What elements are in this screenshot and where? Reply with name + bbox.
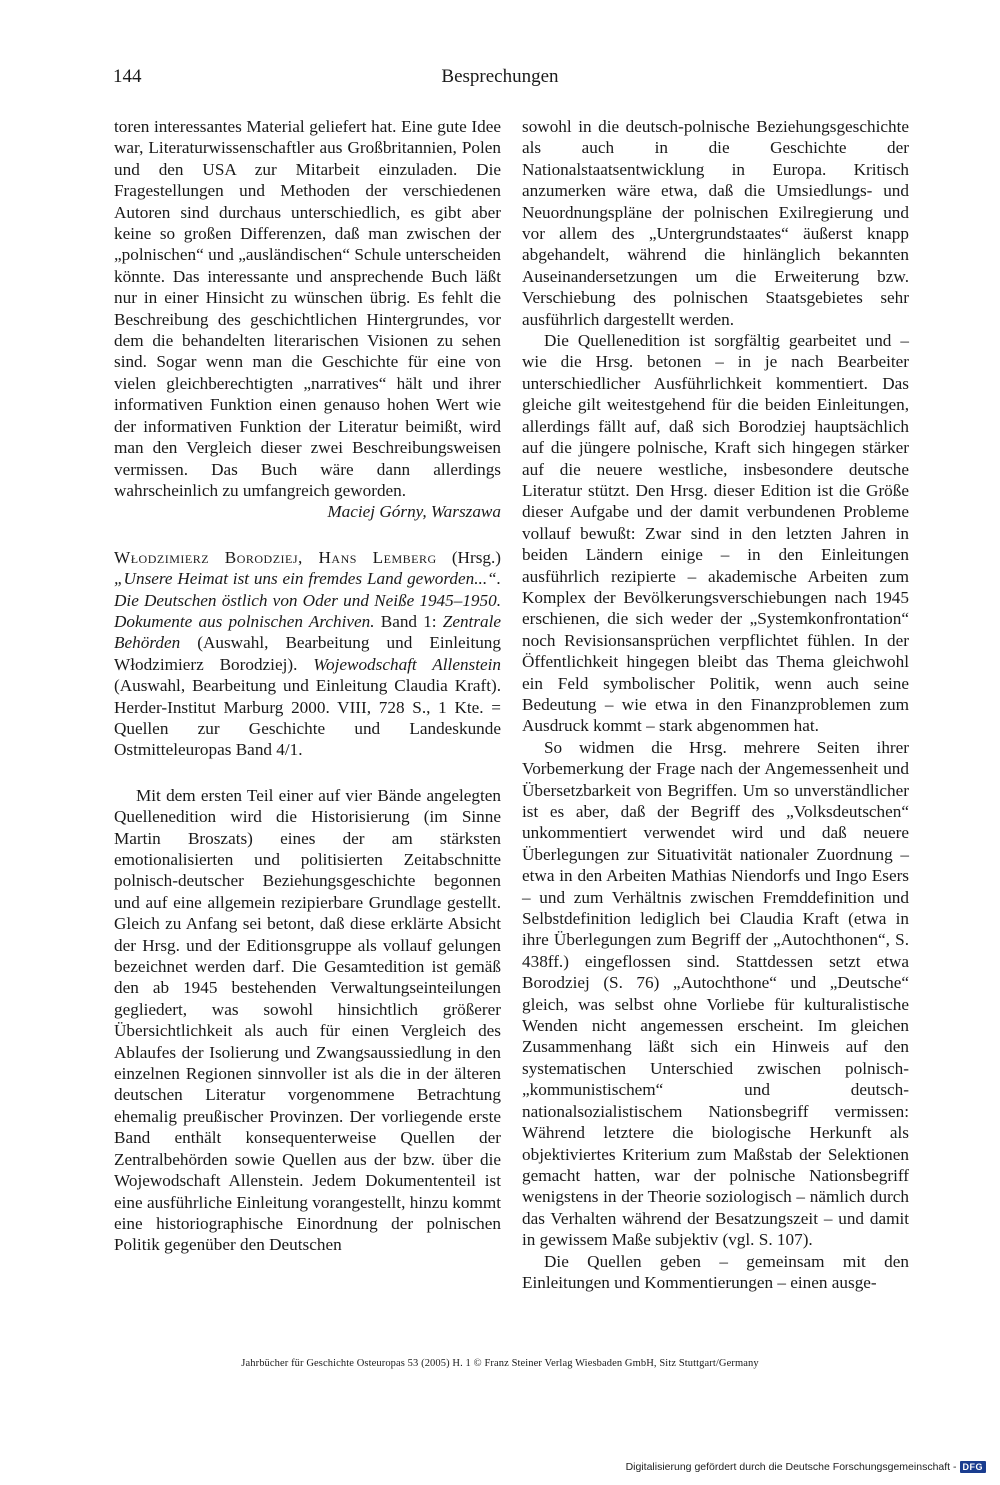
- citation-hrsg: (Hrsg.): [451, 547, 501, 567]
- review-citation: [114, 547, 501, 761]
- right-column: [522, 116, 909, 1293]
- paragraph: Mit dem ersten Teil einer auf vier Bände angelegten Quellenedition wird die Historisierung (im Sinne Martin Broszats) eines der am stärksten emotionalisierten und politisierten Zeitabschnitte polnisch-deutscher Beziehungsgeschichte begonnen und auf eine allgemein rezipierbare Grundlage gestellt. Gleich zu Anfang sei betont, daß diese erklärte Absicht der Hrsg. und der Editionsgruppe als vollauf gelungen bezeichnet werden darf. Die Gesamtedition ist gemäß den ab 1945 bestehenden Verwaltungseinteilungen gegliedert, was sowohl hinsichtlich größerer Übersichtlichkeit als auch für einen Vergleich des Ablaufes der Isolierung und Zwangsaussiedlung in den einzelnen Regionen sinnvoller ist als die in der älteren deutschen Literatur vorgenommene Betrachtung ehemalig preußischer Provinzen. Der vorliegende erste Band enthält konsequenterweise Quellen der Zentralbehörden sowie Quellen aus der bzw. über die Wojewodschaft Allenstein. Jedem Dokumententeil ist eine ausführliche Einleitung vorangestellt, hinzu kommt eine historiographische Einordnung der polnischen Politik gegenüber den Deutschen: [114, 785, 501, 1255]
- paragraph: sowohl in die deutsch-polnische Beziehungsgeschichte als auch in die Geschichte der Nationalstaatsentwicklung in Europa. Kritisch anzumerken wäre etwa, daß die Umsiedlungs- und Neuordnungspläne der polnischen Exilregierung und vor allem des „Untergrundstaates“ äußerst knapp abgehandelt, während die hinlänglich bekannten Auseinandersetzungen um die Erweiterung bzw. Verschiebung des polnischen Staatsgebietes sehr ausführlich dargestellt werden.: [522, 117, 909, 329]
- running-head: Besprechungen: [441, 66, 559, 87]
- citation-part1: (Auswahl, Bearbeitung und Einleitung Włodzimierz Borodziej).: [114, 633, 501, 674]
- page-number: 144: [113, 66, 142, 87]
- citation-band: Band 1:: [380, 611, 437, 631]
- left-column: [114, 116, 501, 1256]
- paragraph: toren interessantes Material geliefert hat. Eine gute Idee war, Literaturwissenschaftler aus Großbritannien, Polen und den USA zur Mitarbeit einzuladen. Die Fragestellungen und Methoden der verschiedenen Autoren sind durchaus unterschiedlich, es gibt aber keine so großen Differenzen, daß man zwischen der „polnischen“ und „ausländischen“ Schule unterscheiden könnte. Das interessante und ansprechende Buch läßt nur in einer Hinsicht zu wünschen übrig. Es fehlt die Beschreibung des geschichtlichen Hintergrundes, vor dem die behandelten literarischen Visionen zu sehen sind. Sogar wenn man die Geschichte für eine von vielen gleichberechtigten „narratives“ hält und ihrer informativen Funktion einen genauso hohen Wert wie der informativen Funktion der Literatur beimißt, wird man den Vergleich dieser zwei Beschreibungsweisen vermissen. Das Buch wäre dann allerdings wahrscheinlich zu umfangreich geworden.: [114, 117, 501, 500]
- citation-authors: Włodzimierz Borodziej, Hans Lemberg: [114, 547, 437, 567]
- citation-title: „Unsere Heimat ist uns ein fremdes Land geworden...“. Die Deutschen östlich von Oder und Neiße 1945–1950. Dokumente aus polnischen Archiven.: [114, 569, 501, 631]
- journal-footer: Jahrbücher für Geschichte Osteuropas 53 (2005) H. 1 © Franz Steiner Verlag Wiesbaden GmbH, Sitz Stuttgart/Germany: [241, 1358, 759, 1369]
- paragraph: Die Quellenedition ist sorgfältig gearbeitet und – wie die Hrsg. betonen – in je nach Bearbeiter unterschiedlicher Ausführlichkeit kommentiert. Das gleiche gilt weitestgehend für die beiden Einleitungen, allerdings fällt auf, daß sich Borodziej hauptsächlich auf die jüngere polnische, Kraft sich hingegen stärker auf die neuere westliche, insbesondere deutsche Literatur stützt. Den Hrsg. dieser Edition ist die Größe dieser Aufgabe und der damit verbundenen Probleme vollauf bewußt: Zwar sind in den letzten Jahren in beiden Ländern einige – in den Einleitungen ausführlich rezipierte – akademische Arbeiten zum Komplex der Bevölkerungsverschiebungen nach 1945 erschienen, die sich weder der „Systemkonfrontation“ noch Revisionsansprüchen verpflichtet fühlen. In der Öffentlichkeit hingegen bleibt das Thema gleichwohl ein Feld symbolischer Politik, wenn auch seine Bedeutung – wie etwa in den Finanzproblemen zum Ausdruck kommt – stark abgenommen hat.: [522, 331, 909, 736]
- citation-subtitle2: Wojewodschaft Allenstein: [313, 654, 502, 674]
- paragraph: So widmen die Hrsg. mehrere Seiten ihrer Vorbemerkung der Frage nach der Angemessenheit und Übersetzbarkeit von Begriffen. Um so unverständlicher ist es aber, daß der Begriff des „Volksdeutschen“ unkommentiert verwendet wird und daß neuere Überlegungen zur Situativität nationaler Zuordnung – etwa in den Arbeiten Mathias Niendorfs und Ingo Esers – und zum Verhältnis zwischen Fremddefinition und Selbstdefinition lediglich bei Claudia Kraft (etwa in ihre Überlegungen zum Begriff der „Autochthonen“, S. 438ff.) eingeflossen sind. Stattdessen setzt etwa Borodziej (S. 76) „Autochthone“ und „Deutsche“ gleich, was selbst ohne Vorliebe für kulturalistische Wenden nicht angemessen erscheint. Im gleichen Zusammenhang läßt sich ein Hinweis auf den systematischen Unterschied zwischen polnisch-„kommunistischem“ und deutsch-nationalsozialistischem Nationsbegriff vermissen: Während letztere die biologische Herkunft als objektiviertes Kriterium zum Maßstab der Selektionen gemacht hatten, war der polnische Nationsbegriff wenigstens in der Theorie soziologisch – nämlich durch das Verhalten während der Besatzungszeit – und damit in gewissem Maße subjektiv (vgl. S. 107).: [522, 737, 909, 1250]
- watermark-text: Digitalisierung gefördert durch die Deutsche Forschungsgemeinschaft -: [625, 1461, 957, 1473]
- paragraph: Die Quellen geben – gemeinsam mit den Einleitungen und Kommentierungen – einen ausge-: [522, 1251, 909, 1292]
- review-signature: Maciej Górny, Warszawa: [327, 502, 501, 522]
- digitization-watermark: [626, 1461, 986, 1473]
- dfg-logo-icon: DFG: [960, 1461, 987, 1473]
- citation-part2: (Auswahl, Bearbeitung und Einleitung Claudia Kraft). Herder-Institut Marburg 2000. VIII, 728 S., 1 Kte. = Quellen zur Geschichte und Landeskunde Ostmitteleuropas Band 4/1.: [114, 676, 501, 760]
- citation-volume-title: Zentrale Behörden: [114, 611, 502, 653]
